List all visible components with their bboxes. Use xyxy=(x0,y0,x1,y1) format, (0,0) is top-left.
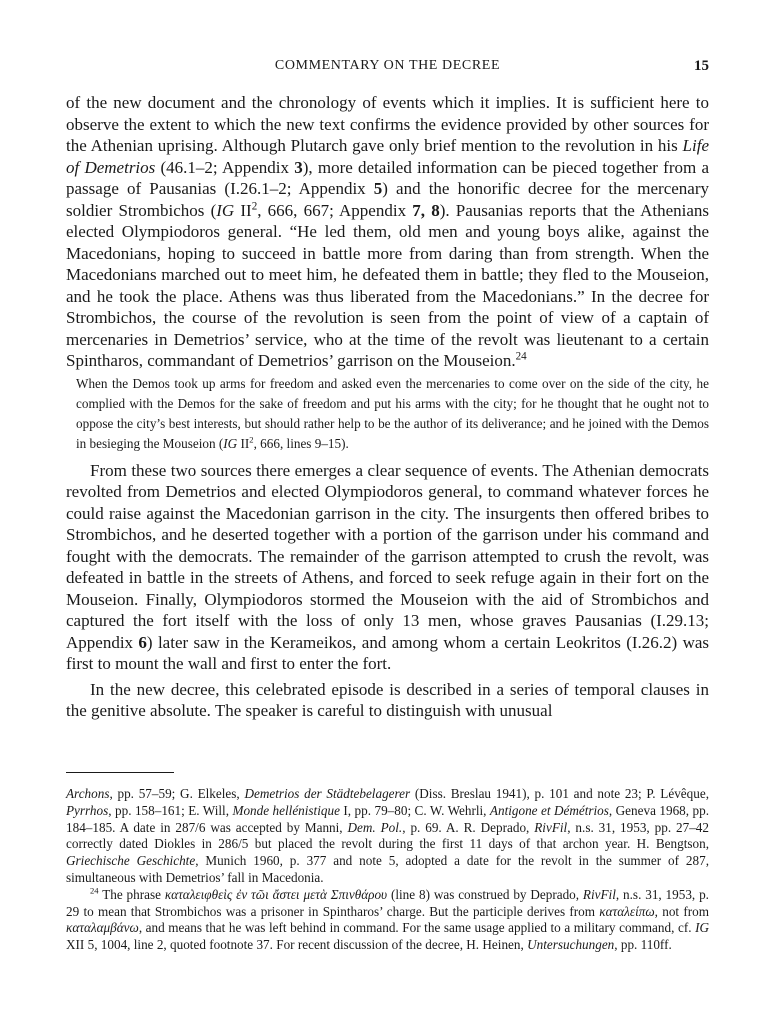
running-header xyxy=(66,58,709,80)
footnote-rule xyxy=(66,772,174,773)
footnotes xyxy=(66,786,709,954)
paragraph-continuation: of the new document and the chronology of events which it implies. It is sufficient here to observe the extent to which the new text confirms the evidence provided by other sources for the Athenian uprising. Although Plutarch gave only brief mention to the revolution in his Life of Demetrios (46.1–2; Appendix 3), more detailed information can be pieced together from a passage of Pausanias (I.26.1–2; Appendix 5) and the honorific decree for the mercenary soldier Strombichos (IG $II^2$, 666, 667; Appendix 7, 8). Pausanias reports that the Athenians elected Olympiodoros general. “He led them, old men and young boys alike, against the Macedonians, hoping to succeed in battle more from daring than from strength. When the Macedonians marched out to meet him, he defeated them in battle; they fled to the Mouseion, and he took the place. Athens was thus liberated from the Macedonians.” In the decree for Strombichos, the course of the revolution is seen from the point of view of a captain of mercenaries in Demetrios’ service, who at the time of the revolt was lieutenant to a certain Spintharos, commandant of Demetrios’ garrison on the Mouseion.$^{24}$ xyxy=(66,93,709,370)
main-text xyxy=(66,92,709,722)
footnote-ref-24: 24 xyxy=(515,350,527,363)
running-title: COMMENTARY ON THE DECREE xyxy=(274,58,501,73)
block-quote: When the Demos took up arms for freedom and asked even the mercenaries to come over on the side of the city, he complied with the Demos for the sake of freedom and put his arms with the city; for he thought that he ought not to oppose the city’s best interests, but should rather help to be the author of its deliverance; and he joined with the Demos in besieging the Mouseion (IG $II^2$, 666, lines 9–15). xyxy=(76,375,709,451)
paragraph-sequence: From these two sources there emerges a clear sequence of events. The Athenian democrats revolted from Demetrios and elected Olympiodoros general, to command whatever forces he could raise against the Macedonian garrison in the city. The insurgents then offered bribes to Strombichos, and he deserted together with a portion of the garrison under his command and fought with the democrats. The remainder of the garrison attempted to crush the revolt, was defeated in battle in the streets of Athens, and forced to seek refuge again in their fort on the Mouseion. Finally, Olympiodoros stormed the Mouseion with the aid of Strombichos and captured the fort itself with the loss of only 13 men, whose graves Pausanias (I.29.13; Appendix 6) later saw in the Kerameikos, and among whom a certain Leokritos (I.26.2) was first to mount the wall and first to enter the fort. xyxy=(66,460,710,673)
footnote-number: 24 xyxy=(90,885,99,896)
footnote-continuation: Archons, pp. 57–59; G. Elkeles, Demetrios der Städtebelagerer (Diss. Breslau 1941), p. 101 and note 23; P. Lévêque, Pyrrhos, pp. 158–161; E. Will, Monde hellénistique I, pp. 79–80; C. W. Wehrli, Antigone et Démétrios, Geneva 1968, pp. 184–185. A date in 287/6 was accepted by Manni, Dem. Pol., p. 69. A. R. Deprado, RivFil, n.s. 31, 1953, pp. 27–42 correctly dated Diokles in 286/5 but placed the revolt during the first 11 days of that archon year. H. Bengtson, Griechische Geschichte, Munich 1960, p. 377 and note 5, adopted a date for the revolt in the summer of 287, simultaneous with Demetrios’ fall in Macedonia. xyxy=(66,786,709,885)
footnote-24: $^{24}$ The phrase καταλειφθεὶς ἐν τῶι ἄστει μετὰ Σπινθάρου (line 8) was construed by Deprado, RivFil, n.s. 31, 1953, p. 29 to mean that Strombichos was a prisoner in Spintharos’ charge. But the participle derives from καταλείπω, not from καταλαμβάνω, and means that he was left behind in command. For the same usage applied to a military command, cf. IG XII 5, 1004, line 2, quoted footnote 37. For recent discussion of the decree, H. Heinen, Untersuchungen, pp. 110ff. xyxy=(66,885,709,953)
paragraph-new-decree: In the new decree, this celebrated episode is described in a series of temporal clauses in the genitive absolute. The speaker is careful to distinguish with unusual xyxy=(66,679,709,720)
page-number: 15 xyxy=(694,58,709,74)
